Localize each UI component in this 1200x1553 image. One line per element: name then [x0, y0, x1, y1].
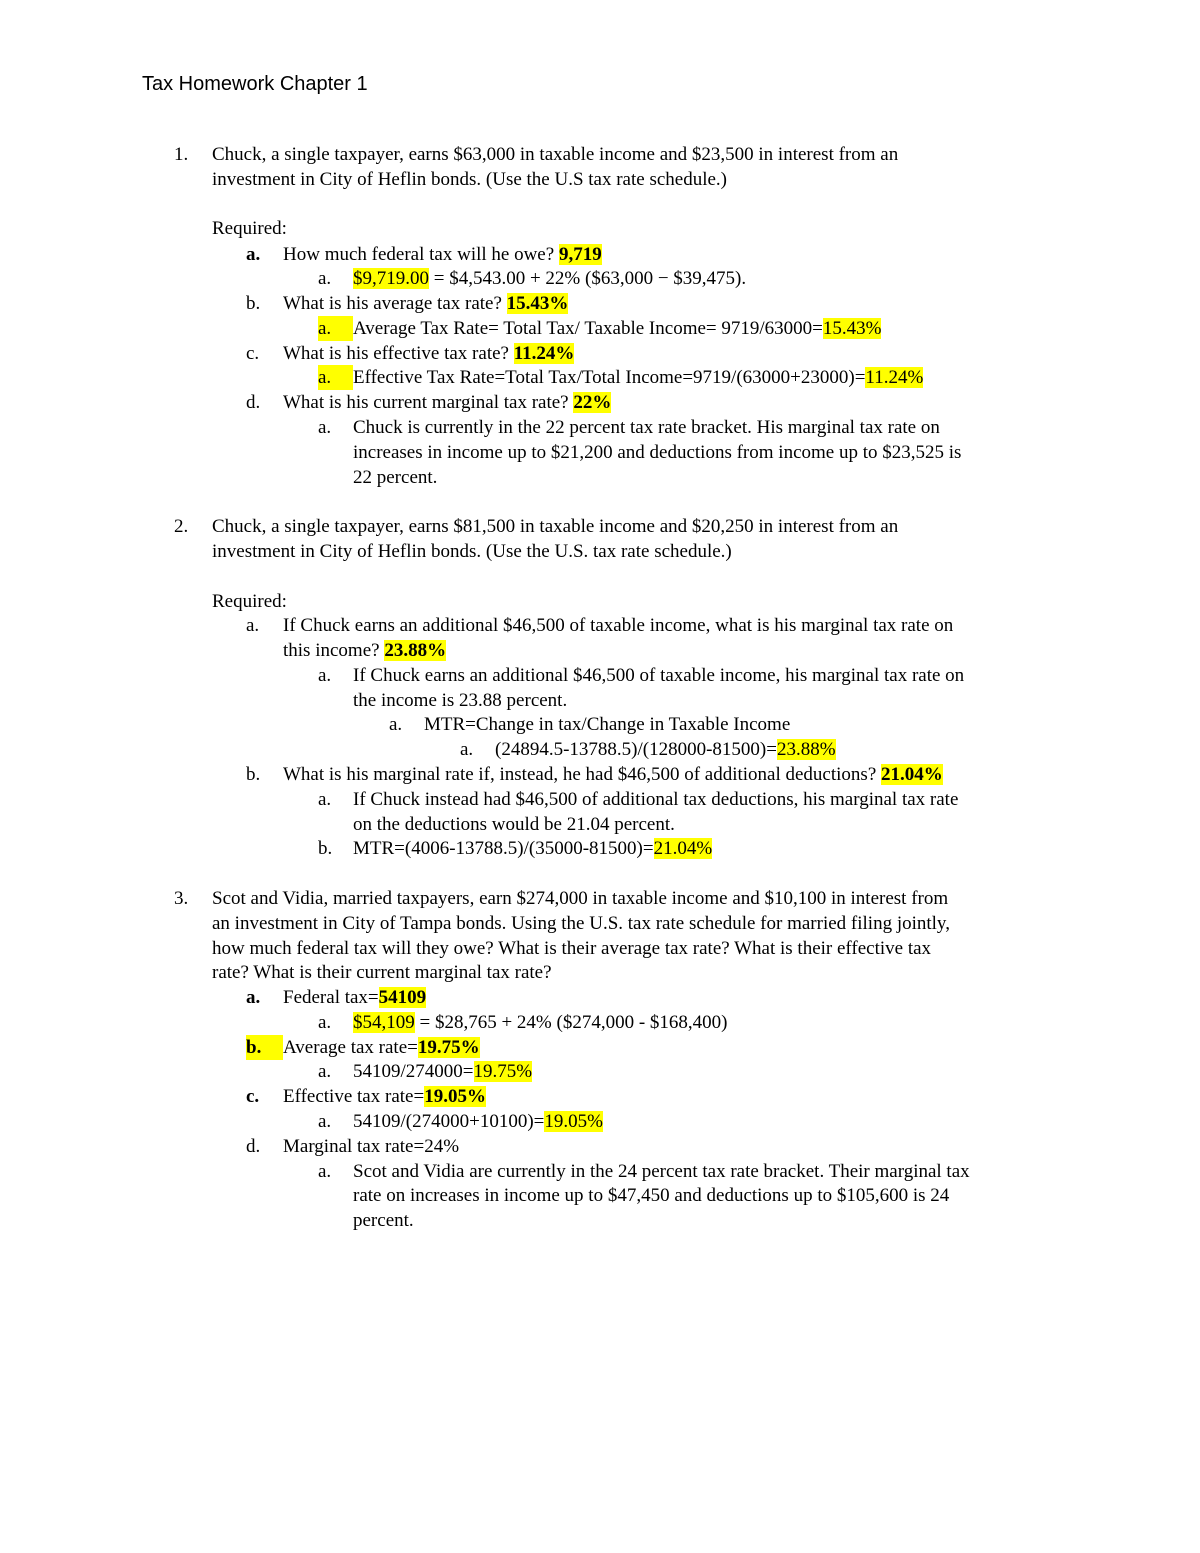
sub-marker: a. [389, 714, 403, 735]
sub-marker: a. [318, 1061, 332, 1082]
sub-marker: a. [318, 417, 332, 438]
sub-answer: the income is 23.88 percent. [353, 690, 568, 711]
sub-answer: $9,719.00 = $4,543.00 + 22% ($63,000 − $39,475). [353, 268, 747, 289]
question-text: investment in City of Heflin bonds. (Use the U.S. tax rate schedule.) [212, 541, 732, 562]
sub-answer: Average Tax Rate= Total Tax/ Taxable Income= 9719/63000=15.43% [353, 318, 882, 339]
question-text: Chuck, a single taxpayer, earns $63,000 in taxable income and $23,500 in interest from an [212, 144, 899, 165]
item-question: How much federal tax will he owe? 9,719 [283, 244, 602, 265]
answer-highlight: 23.88% [384, 640, 447, 661]
question-number: 2. [174, 516, 189, 537]
sub-answer: If Chuck earns an additional $46,500 of taxable income, his marginal tax rate on [353, 665, 965, 686]
sub-answer: percent. [353, 1210, 414, 1231]
item-question: Average tax rate=19.75% [283, 1037, 480, 1058]
sub-answer: If Chuck instead had $46,500 of additional tax deductions, his marginal tax rate [353, 789, 959, 810]
sub-marker: a. [318, 316, 353, 341]
item-marker: a. [246, 244, 261, 265]
item-question: If Chuck earns an additional $46,500 of taxable income, what is his marginal tax rate on [283, 615, 954, 636]
sub-answer: 54109/(274000+10100)=19.05% [353, 1111, 603, 1132]
item-question: Effective tax rate=19.05% [283, 1086, 486, 1107]
question-text: an investment in City of Tampa bonds. Using the U.S. tax rate schedule for married filing jointly, [212, 913, 950, 934]
sub-marker: a. [460, 739, 474, 760]
sub-answer: MTR=(4006-13788.5)/(35000-81500)=21.04% [353, 838, 713, 859]
item-marker: c. [246, 1086, 260, 1107]
sub-answer: Effective Tax Rate=Total Tax/Total Income=9719/(63000+23000)=11.24% [353, 367, 924, 388]
sub-answer: Chuck is currently in the 22 percent tax rate bracket. His marginal tax rate on [353, 417, 940, 438]
answer-highlight: 9,719 [558, 244, 602, 265]
document-title: Tax Homework Chapter 1 [142, 73, 368, 95]
item-marker: a. [246, 615, 260, 636]
sub-answer: on the deductions would be 21.04 percent. [353, 814, 675, 835]
answer-highlight: 21.04% [881, 764, 943, 785]
sub-answer: Scot and Vidia are currently in the 24 percent tax rate bracket. Their marginal tax [353, 1161, 970, 1182]
sub-answer: increases in income up to $21,200 and deductions from income up to $23,525 is [353, 442, 962, 463]
sub-marker: a. [318, 268, 332, 289]
item-marker: a. [246, 987, 261, 1008]
question-text: how much federal tax will they owe? What is their average tax rate? What is their effective tax [212, 938, 932, 959]
item-marker: c. [246, 343, 260, 364]
sub-answer: $54,109 = $28,765 + 24% ($274,000 - $168,400) [353, 1012, 728, 1033]
sub-marker: a. [318, 1012, 332, 1033]
question-number: 3. [174, 888, 189, 909]
sub-answer: 22 percent. [353, 467, 438, 488]
sub-answer: MTR=Change in tax/Change in Taxable Income [424, 714, 791, 735]
item-marker: b. [246, 293, 261, 314]
question-number: 1. [174, 144, 189, 165]
item-question: What is his current marginal tax rate? 22% [283, 392, 612, 413]
answer-highlight: 54109 [378, 987, 427, 1008]
sub-marker: a. [318, 365, 353, 390]
answer-highlight: 19.75% [417, 1037, 480, 1058]
item-question: Marginal tax rate=24% [283, 1136, 460, 1157]
question-text: investment in City of Heflin bonds. (Use the U.S tax rate schedule.) [212, 169, 728, 190]
item-question: Federal tax=54109 [283, 987, 427, 1008]
item-marker: b. [246, 764, 261, 785]
sub-answer: 54109/274000=19.75% [353, 1061, 533, 1082]
sub-marker: a. [318, 789, 332, 810]
required-label: Required: [212, 591, 287, 612]
item-question: this income? 23.88% [283, 640, 447, 661]
question-text: Chuck, a single taxpayer, earns $81,500 in taxable income and $20,250 in interest from an [212, 516, 899, 537]
sub-marker: a. [318, 1111, 332, 1132]
question-text: rate? What is their current marginal tax rate? [212, 962, 552, 983]
answer-highlight: 19.05% [424, 1086, 486, 1107]
sub-answer: rate on increases in income up to $47,450 and deductions up to $105,600 is 24 [353, 1185, 950, 1206]
item-question: What is his average tax rate? 15.43% [283, 293, 569, 314]
answer-highlight: 22% [573, 392, 612, 413]
item-marker: d. [246, 1136, 261, 1157]
item-question: What is his effective tax rate? 11.24% [283, 343, 575, 364]
sub-marker: b. [318, 838, 333, 859]
question-text: Scot and Vidia, married taxpayers, earn $274,000 in taxable income and $10,100 in interest from [212, 888, 949, 909]
answer-highlight: 15.43% [506, 293, 569, 314]
item-question: What is his marginal rate if, instead, he had $46,500 of additional deductions? 21.04% [283, 764, 943, 785]
required-label: Required: [212, 218, 287, 239]
sub-marker: a. [318, 1161, 332, 1182]
sub-marker: a. [318, 665, 332, 686]
item-marker: d. [246, 392, 261, 413]
item-marker: b. [246, 1035, 283, 1060]
answer-highlight: 11.24% [513, 343, 575, 364]
sub-answer: (24894.5-13788.5)/(128000-81500)=23.88% [495, 739, 836, 760]
